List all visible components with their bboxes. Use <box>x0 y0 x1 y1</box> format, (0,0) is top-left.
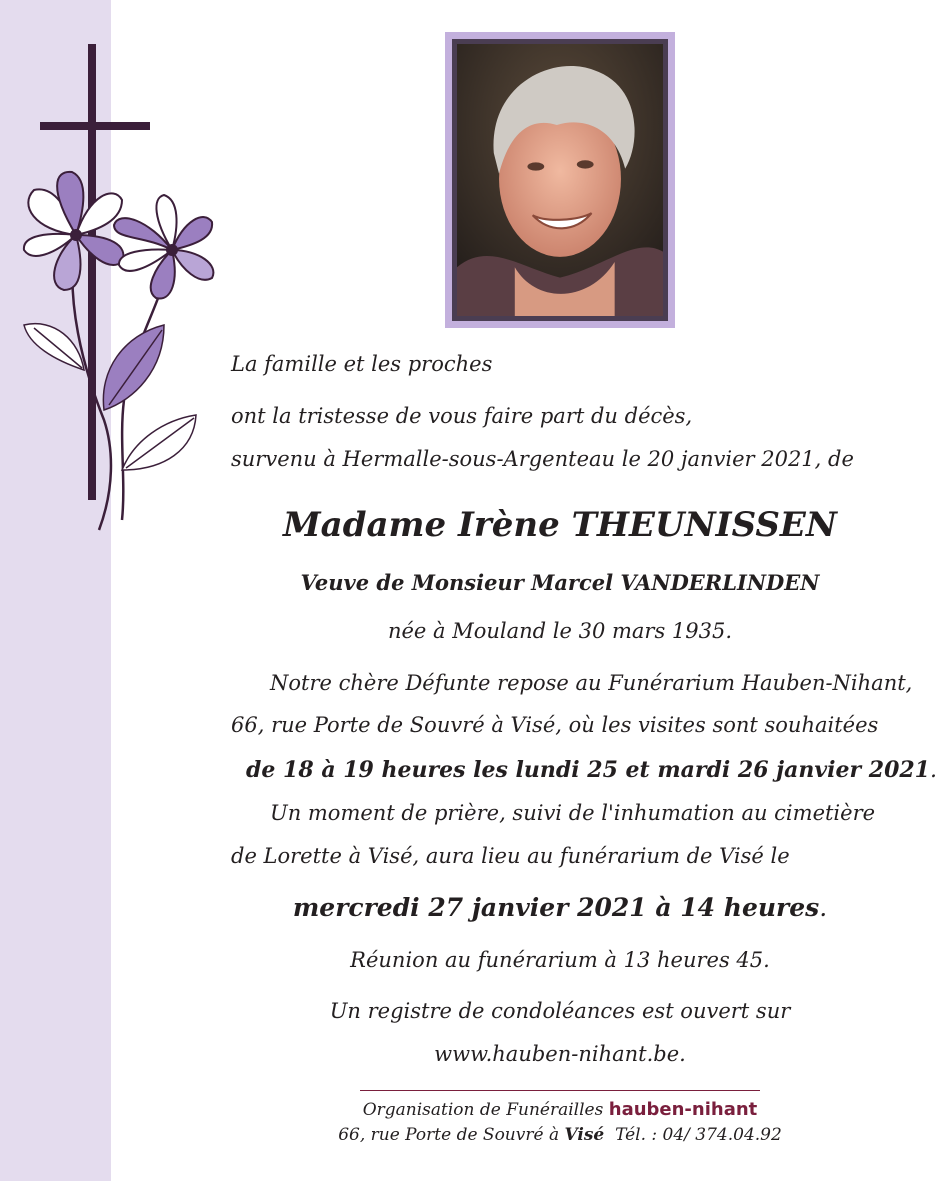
flower-left <box>24 172 123 290</box>
cross-flower-ornament <box>14 40 224 540</box>
footer-organisation: Organisation de Funérailles <box>362 1100 604 1120</box>
portrait-frame <box>445 32 675 328</box>
footer-phone: Tél. : 04/ 374.04.92 <box>615 1125 782 1145</box>
spouse-line: Veuve de Monsieur Marcel VANDERLINDEN <box>300 570 820 595</box>
ceremony-date-line <box>230 895 890 920</box>
ceremony-date: mercredi 27 janvier 2021 à 14 heures <box>292 893 820 922</box>
footer-organisation-line <box>230 1101 890 1119</box>
ceremony-line-2: de Lorette à Visé, aura lieu au funérarium de Visé le <box>231 844 790 868</box>
visits-line-1: Notre chère Défunte repose au Funérarium Hauben-Nihant, <box>270 671 913 695</box>
footer-city: Visé <box>564 1125 605 1145</box>
footer-divider <box>360 1090 760 1091</box>
meeting-line: Réunion au funérarium à 13 heures 45. <box>350 948 770 972</box>
birth-line: née à Mouland le 30 mars 1935. <box>387 619 733 643</box>
intro-line-3: survenu à Hermalle-sous-Argenteau le 20 janvier 2021, de <box>231 447 854 471</box>
brand-logo: hauben-nihant <box>608 1099 758 1120</box>
condolences-line: Un registre de condoléances est ouvert sur <box>329 999 791 1023</box>
portrait-photo <box>457 44 663 316</box>
visits-line-2: 66, rue Porte de Souvré à Visé, où les visites sont souhaitées <box>231 713 879 737</box>
portrait-image <box>457 44 663 316</box>
ceremony-line-1: Un moment de prière, suivi de l'inhumation au cimetière <box>270 801 876 825</box>
portrait-border <box>452 39 668 321</box>
visits-hours-line <box>246 759 937 782</box>
visits-period: . <box>930 758 937 783</box>
intro-line-1: La famille et les proches <box>231 352 493 376</box>
intro-line-2: ont la tristesse de vous faire part du décès, <box>231 404 693 428</box>
visits-hours: de 18 à 19 heures les lundi 25 et mardi 26 janvier 2021 <box>246 757 930 783</box>
flower-right <box>114 195 213 298</box>
ceremony-period: . <box>819 893 828 922</box>
footer-address: 66, rue Porte de Souvré à <box>338 1125 560 1145</box>
deceased-name: Madame Irène THEUNISSEN <box>283 505 837 545</box>
website-link[interactable]: www.hauben-nihant.be. <box>434 1042 686 1066</box>
footer-address-line <box>230 1127 890 1144</box>
